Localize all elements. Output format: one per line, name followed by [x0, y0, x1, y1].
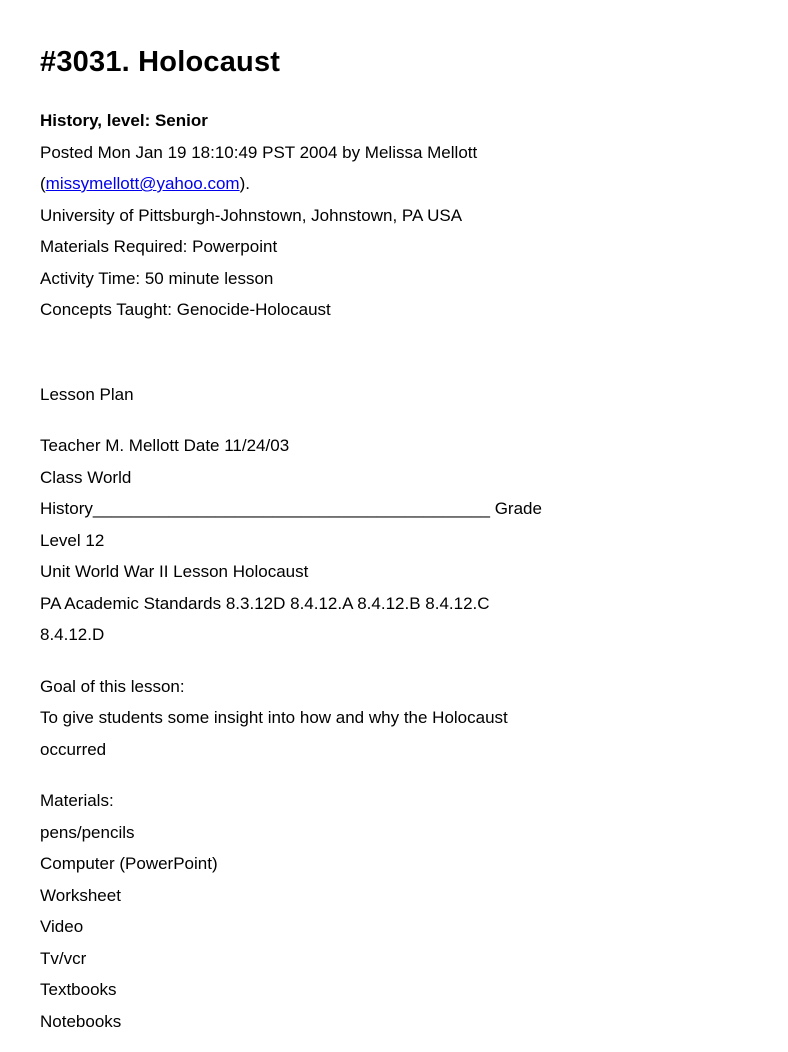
lesson-info-block	[40, 430, 758, 651]
header-meta-block	[40, 105, 758, 326]
goal-text-continued-line: occurred	[40, 739, 107, 759]
materials-item-pens-pencils: pens/pencils	[40, 822, 135, 842]
lesson-plan-heading-block	[40, 379, 758, 411]
materials-item-worksheet: Worksheet	[40, 885, 121, 905]
class-line: Class World	[40, 467, 132, 487]
activity-time-line: Activity Time: 50 minute lesson	[40, 268, 274, 288]
materials-required-line: Materials Required: Powerpoint	[40, 237, 278, 256]
email-close-paren: ).	[239, 174, 250, 193]
materials-heading-line: Materials:	[40, 791, 114, 810]
materials-item-notebooks: Notebooks	[40, 1011, 122, 1031]
materials-block	[40, 785, 758, 1037]
pa-standards-line: PA Academic Standards 8.3.12D 8.4.12.A 8.4.12.B 8.4.12.C	[40, 593, 490, 613]
category-level-line: History, level: Senior	[40, 111, 208, 130]
email-line	[40, 168, 758, 200]
grade-level-line: Level 12	[40, 530, 105, 550]
posted-line: Posted Mon Jan 19 18:10:49 PST 2004 by Melissa Mellott	[40, 142, 478, 162]
goal-heading-line: Goal of this lesson:	[40, 676, 185, 696]
goal-text-line: To give students some insight into how and why the Holocaust	[40, 708, 508, 727]
pa-standards-continued-line: 8.4.12.D	[40, 625, 105, 644]
affiliation-line: University of Pittsburgh-Johnstown, Johnstown, PA USA	[40, 205, 463, 225]
teacher-date-line: Teacher M. Mellott Date 11/24/03	[40, 436, 290, 455]
email-link[interactable]: missymellott@yahoo.com	[45, 174, 240, 193]
materials-item-textbooks: Textbooks	[40, 980, 117, 999]
email-open-paren: (	[40, 174, 46, 193]
history-grade-blank-line: History__________________________________________ Grade	[40, 499, 542, 518]
page-title: #3031. Holocaust	[40, 46, 281, 78]
materials-item-tv-vcr: Tv/vcr	[40, 948, 87, 968]
lesson-plan-heading: Lesson Plan	[40, 384, 134, 404]
goal-block	[40, 671, 758, 766]
unit-lesson-line: Unit World War II Lesson Holocaust	[40, 562, 309, 581]
materials-item-video: Video	[40, 917, 84, 936]
materials-item-computer: Computer (PowerPoint)	[40, 854, 218, 873]
concepts-taught-line: Concepts Taught: Genocide-Holocaust	[40, 300, 331, 319]
